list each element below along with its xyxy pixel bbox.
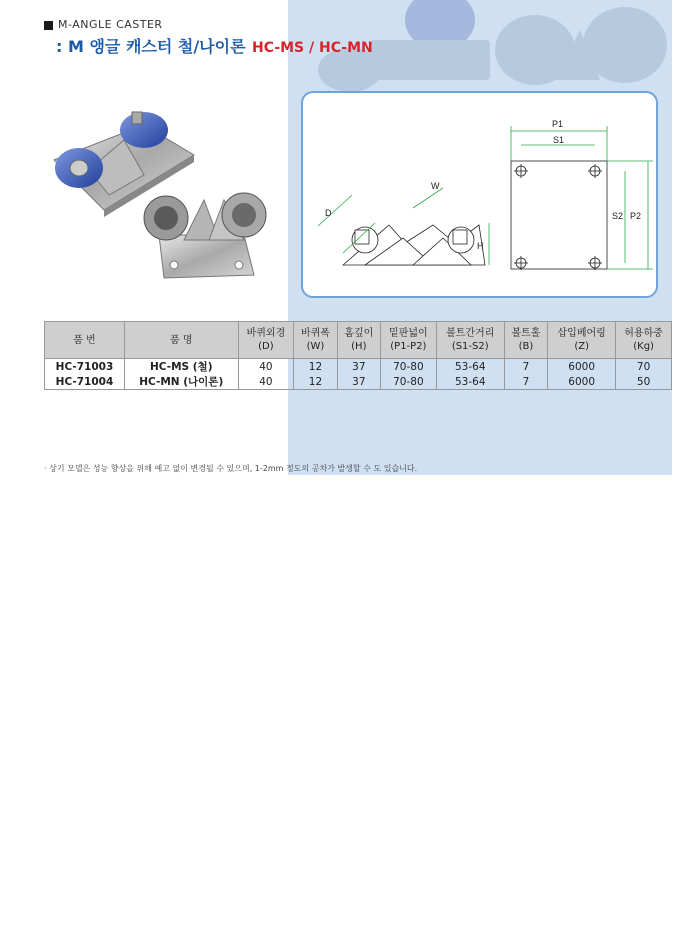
table-cell: 37 <box>337 374 380 390</box>
product-photo <box>44 100 284 290</box>
column-header-label: 바퀴폭 <box>300 328 330 339</box>
column-header-label: 홈깊이 <box>344 328 374 339</box>
column-header-label: 볼트간거리 <box>446 328 495 339</box>
table-cell: 40 <box>238 359 294 375</box>
column-header <box>381 322 437 359</box>
product-subtitle: M-ANGLE CASTER <box>58 18 163 31</box>
column-header-label: 바퀴외경 <box>246 328 286 339</box>
table-cell: HC-71004 <box>45 374 125 390</box>
column-header <box>436 322 504 359</box>
column-header <box>337 322 380 359</box>
table-cell: 70 <box>616 359 672 375</box>
table-cell: 37 <box>337 359 380 375</box>
column-header-label: 밑판넓이 <box>389 328 428 339</box>
column-header-unit: (P1-P2) <box>390 341 427 352</box>
column-header-label: 품 번 <box>73 334 96 346</box>
column-header-unit: (H) <box>351 341 367 352</box>
table-cell: HC-71003 <box>45 359 125 375</box>
technical-drawing <box>303 93 656 296</box>
table-cell: 53-64 <box>436 359 504 375</box>
spec-table <box>44 321 672 390</box>
disclaimer-note: · 상기 모델은 성능 향상을 위해 예고 없이 변경될 수 있으며, 1-2mm 정도의 공차가 발생할 수 도 있습니다. <box>44 464 418 473</box>
label-p2: P2 <box>630 211 642 221</box>
column-header-unit: (Z) <box>574 341 589 352</box>
table-cell: 70-80 <box>381 374 437 390</box>
column-header-unit: (D) <box>258 341 274 352</box>
technical-drawing-panel <box>301 91 658 298</box>
column-header-label: 삽입베어링 <box>557 328 606 339</box>
column-header <box>548 322 616 359</box>
label-s2: S2 <box>612 211 624 221</box>
table-cell: 50 <box>616 374 672 390</box>
spec-table-header-row <box>45 322 672 359</box>
column-header-unit: (Kg) <box>633 341 654 352</box>
label-p1: P1 <box>552 119 564 129</box>
column-header-unit: (B) <box>518 341 534 352</box>
table-cell: 12 <box>294 359 337 375</box>
column-header <box>124 322 238 359</box>
table-cell: 70-80 <box>381 359 437 375</box>
table-cell: 7 <box>504 374 547 390</box>
table-cell: 6000 <box>548 359 616 375</box>
label-d: D <box>325 208 332 218</box>
table-row <box>45 374 672 390</box>
header-square-icon <box>44 21 53 30</box>
column-header-label: 허용하중 <box>624 328 663 339</box>
column-header-label: 볼트홀 <box>511 328 541 339</box>
table-cell: 53-64 <box>436 374 504 390</box>
table-cell: 12 <box>294 374 337 390</box>
column-header-unit: (W) <box>306 341 325 352</box>
table-cell: 40 <box>238 374 294 390</box>
column-header-label: 품 명 <box>170 334 193 346</box>
column-header <box>504 322 547 359</box>
table-cell: 7 <box>504 359 547 375</box>
label-h: H <box>477 241 484 251</box>
label-w: W <box>431 181 440 191</box>
table-cell: HC-MS (철) <box>124 359 238 375</box>
column-header <box>238 322 294 359</box>
product-title: : M 앵글 캐스터 철/나이론 <box>56 37 246 56</box>
label-s1: S1 <box>553 135 565 145</box>
column-header <box>616 322 672 359</box>
table-cell: HC-MN (나이론) <box>124 374 238 390</box>
model-codes: HC-MS / HC-MN <box>252 40 373 56</box>
column-header <box>45 322 125 359</box>
column-header-unit: (S1-S2) <box>451 341 489 352</box>
table-cell: 6000 <box>548 374 616 390</box>
table-row <box>45 359 672 375</box>
column-header <box>294 322 337 359</box>
